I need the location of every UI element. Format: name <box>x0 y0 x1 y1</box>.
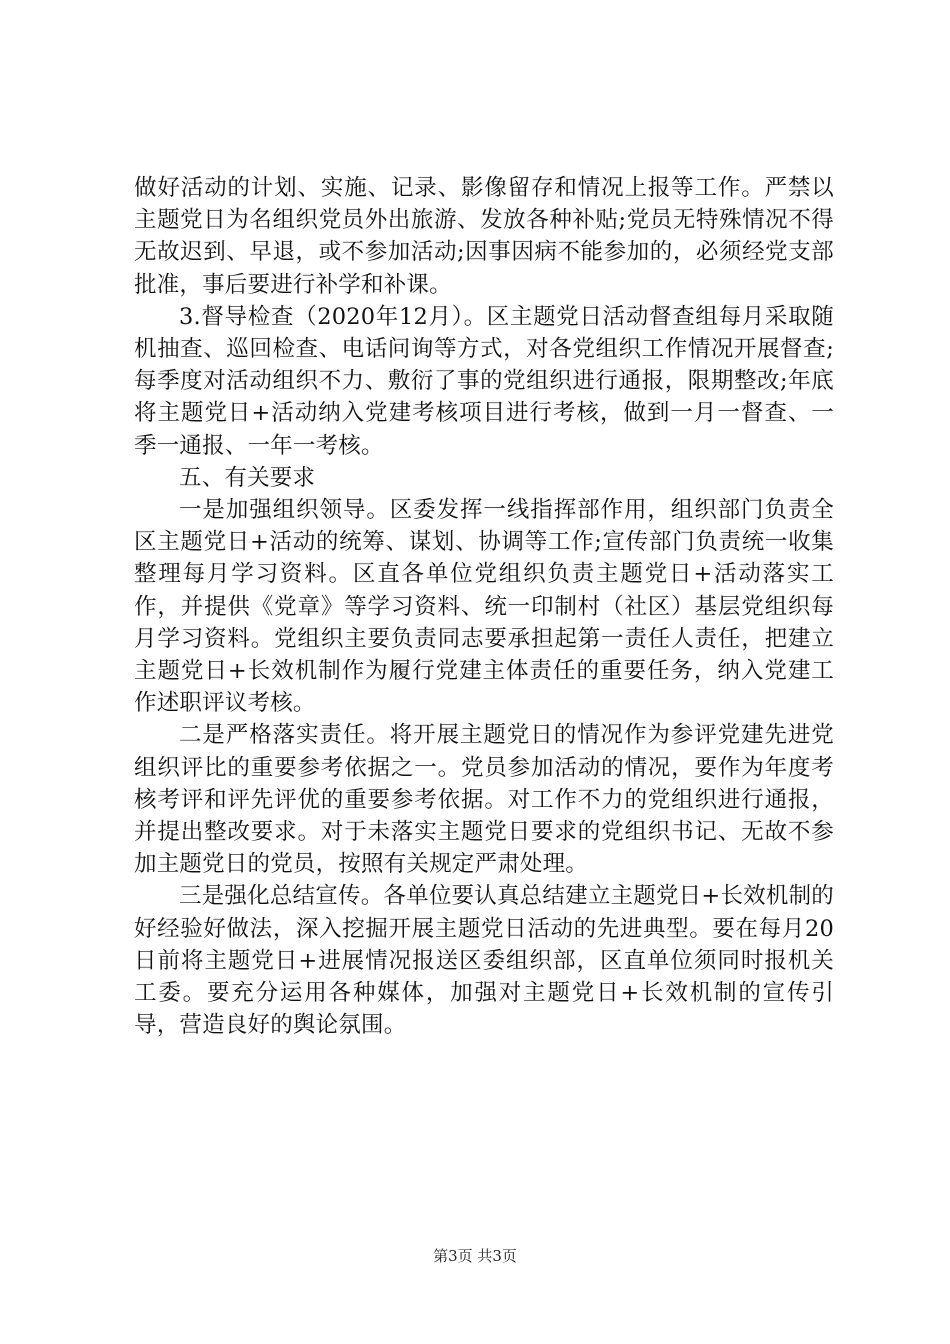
section-heading-requirements: 五、有关要求 <box>179 464 316 491</box>
paragraph-continuation: 做好活动的计划、实施、记录、影像留存和情况上报等工作。严禁以主题党日为名组织党员外出旅游、发放各种补贴;党员无特殊情况不得无故迟到、早退，或不参加活动;因事因病不能参加的，必须经党支部批准，事后要进行补学和补课。 <box>134 175 834 298</box>
paragraph-publicity: 三是强化总结宣传。各单位要认真总结建立主题党日+长效机制的好经验好做法，深入挖掘开展主题党日活动的先进典型。要在每月20日前将主题党日+进展情况报送区委组织部，区直单位须同时报机关工委。要充分运用各种媒体，加强对主题党日+长效机制的宣传引导，营造良好的舆论氛围。 <box>134 883 834 1039</box>
paragraph-supervision: 3.督导检查（2020年12月）。区主题党日活动督查组每月采取随机抽查、巡回检查、电话问询等方式，对各党组织工作情况开展督查;每季度对活动组织不力、敷衍了事的党组织进行通报，限期整改;年底将主题党日+活动纳入党建考核项目进行考核，做到一月一督查、一季一通报、一年一考核。 <box>134 303 834 459</box>
paragraph-responsibility: 二是严格落实责任。将开展主题党日的情况作为参评党建先进党组织评比的重要参考依据之一。党员参加活动的情况，要作为年度考核考评和评先评优的重要参考依据。对工作不力的党组织进行通报，并提出整改要求。对于未落实主题党日要求的党组织书记、无故不参加主题党日的党员，按照有关规定严肃处理。 <box>134 722 834 878</box>
document-body <box>134 172 834 1041</box>
page-footer: 第3页 共3页 <box>433 1247 517 1265</box>
paragraph-leadership: 一是加强组织领导。区委发挥一线指挥部作用，组织部门负责全区主题党日+活动的统筹、谋划、协调等工作;宣传部门负责统一收集整理每月学习资料。区直各单位党组织负责主题党日+活动落实工作，并提供《党章》等学习资料、统一印制村（社区）基层党组织每月学习资料。党组织主要负责同志要承担起第一责任人责任，把建立主题党日+长效机制作为履行党建主体责任的重要任务，纳入党建工作述职评议考核。 <box>134 497 834 717</box>
